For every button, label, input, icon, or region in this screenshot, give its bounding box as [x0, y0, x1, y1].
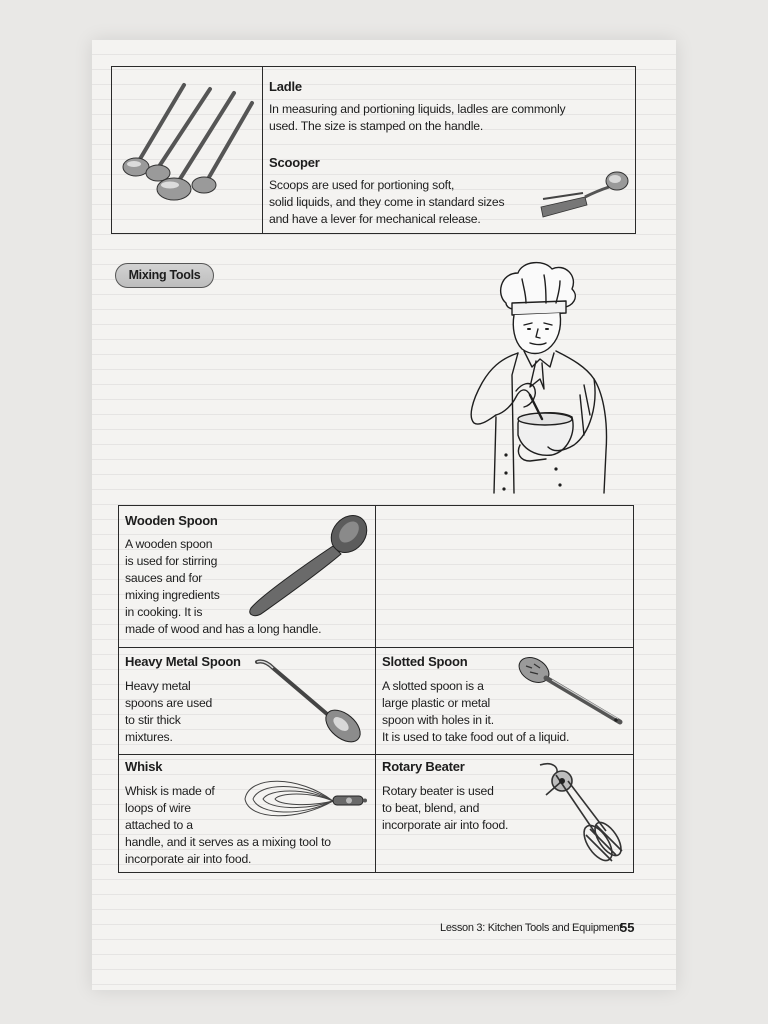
rotary-beater-line: to beat, blend, and	[382, 801, 480, 815]
whisk-title: Whisk	[125, 759, 163, 774]
whisk-line: attached to a	[125, 818, 193, 832]
scooper-illustration	[537, 167, 633, 225]
wooden-spoon-line: in cooking. It is	[125, 605, 203, 619]
wooden-spoon-line: mixing ingredients	[125, 588, 220, 602]
wooden-spoon-line: made of wood and has a long handle.	[125, 622, 322, 636]
slotted-spoon-illustration	[512, 652, 630, 730]
rotary-beater-title: Rotary Beater	[382, 759, 465, 774]
wooden-spoon-line: is used for stirring	[125, 554, 218, 568]
heavy-metal-spoon-cell	[119, 648, 375, 754]
whisk-illustration	[239, 765, 371, 825]
empty-cell	[376, 506, 633, 647]
whisk-line: Whisk is made of	[125, 784, 215, 798]
heavy-metal-spoon-illustration	[247, 652, 371, 748]
ladles-image-cell	[112, 67, 263, 233]
mixing-tools-table	[118, 505, 634, 873]
wooden-spoon-cell	[119, 506, 375, 647]
heavy-metal-spoon-line: Heavy metal	[125, 679, 191, 693]
chef-illustration	[460, 255, 620, 500]
slotted-spoon-line: A slotted spoon is a	[382, 679, 484, 693]
ladle-text-line1: In measuring and portioning liquids, ladles are commonly	[269, 102, 566, 116]
whisk-line: loops of wire	[125, 801, 191, 815]
whisk-line: handle, and it serves as a mixing tool to	[125, 835, 331, 849]
slotted-spoon-line: It is used to take food out of a liquid.	[382, 730, 570, 744]
page-number: 55	[620, 920, 635, 935]
slotted-spoon-line: spoon with holes in it.	[382, 713, 494, 727]
ladle-scooper-text-cell	[263, 67, 635, 233]
scooper-title: Scooper	[269, 155, 320, 170]
wooden-spoon-line: sauces and for	[125, 571, 203, 585]
slotted-spoon-line: large plastic or metal	[382, 696, 491, 710]
scooper-text-line2: solid liquids, and they come in standard sizes	[269, 195, 505, 209]
ladle-title: Ladle	[269, 79, 302, 94]
whisk-line: incorporate air into food.	[125, 852, 252, 866]
slotted-spoon-title: Slotted Spoon	[382, 654, 468, 669]
section-label-mixing-tools: Mixing Tools	[115, 263, 214, 288]
wooden-spoon-line: A wooden spoon	[125, 537, 213, 551]
whisk-cell	[119, 755, 375, 873]
wooden-spoon-title: Wooden Spoon	[125, 513, 218, 528]
heavy-metal-spoon-title: Heavy Metal Spoon	[125, 654, 241, 669]
scooper-text-line3: and have a lever for mechanical release.	[269, 212, 481, 226]
rotary-beater-line: Rotary beater is used	[382, 784, 494, 798]
ladle-text-line2: used. The size is stamped on the handle.	[269, 119, 483, 133]
rotary-beater-cell	[376, 755, 633, 873]
slotted-spoon-cell	[376, 648, 633, 754]
ladles-illustration	[112, 67, 262, 233]
rotary-beater-illustration	[526, 759, 630, 869]
heavy-metal-spoon-line: mixtures.	[125, 730, 173, 744]
heavy-metal-spoon-line: to stir thick	[125, 713, 181, 727]
wooden-spoon-illustration	[243, 510, 371, 620]
footer-lesson-title: Lesson 3: Kitchen Tools and Equipment	[440, 922, 622, 934]
rotary-beater-line: incorporate air into food.	[382, 818, 509, 832]
ladle-scooper-table	[111, 66, 636, 234]
heavy-metal-spoon-line: spoons are used	[125, 696, 213, 710]
scooper-text-line1: Scoops are used for portioning soft,	[269, 178, 455, 192]
